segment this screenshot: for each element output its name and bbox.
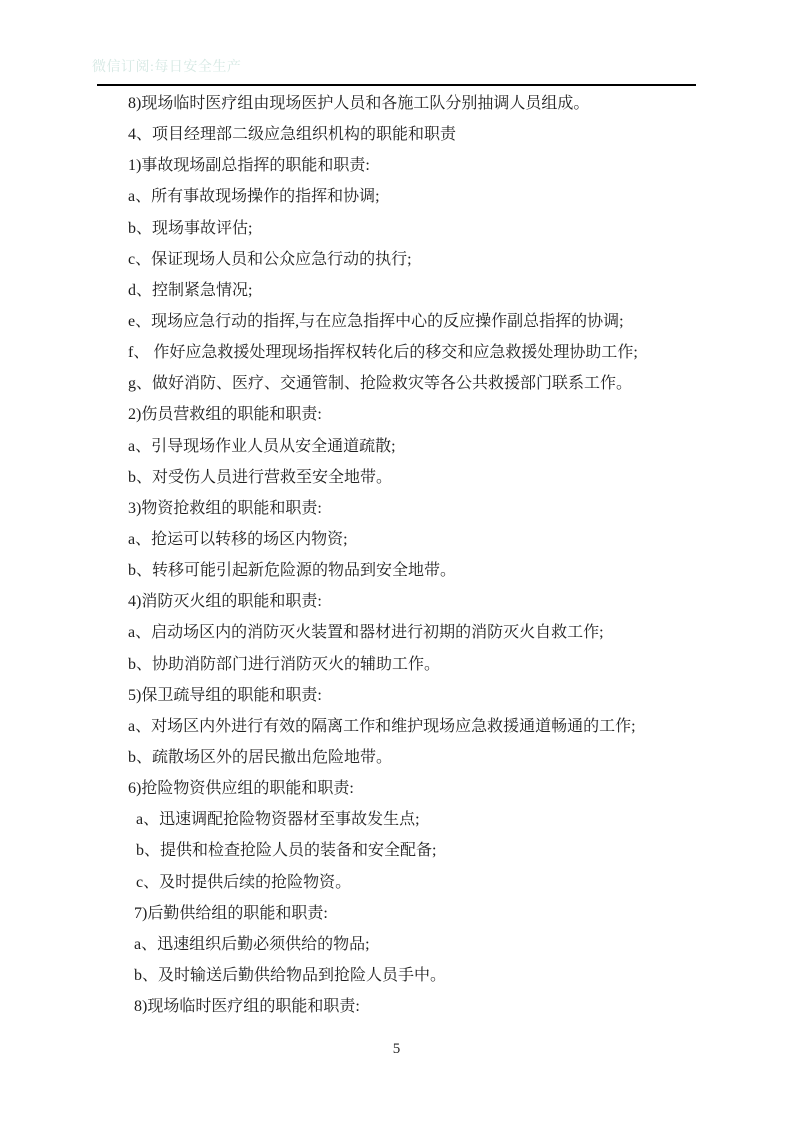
document-lines: [96, 88, 706, 1022]
text-line: 2)伤员营救组的职能和职责:: [128, 406, 322, 424]
text-line: 7)后勤供给组的职能和职责:: [134, 904, 328, 922]
text-line: 6)抢险物资供应组的职能和职责:: [128, 780, 354, 798]
text-line: a、启动场区内的消防灭火装置和器材进行初期的消防灭火自救工作;: [128, 624, 604, 642]
text-line: a、抢运可以转移的场区内物资;: [128, 530, 348, 548]
text-line: f、 作好应急救援处理现场指挥权转化后的移交和应急救援处理协助工作;: [128, 344, 638, 362]
text-line: a、迅速组织后勤必须供给的物品;: [134, 935, 370, 953]
text-line: a、引导现场作业人员从安全通道疏散;: [128, 437, 396, 455]
text-line: 1)事故现场副总指挥的职能和职责:: [128, 157, 370, 175]
text-line: a、对场区内外进行有效的隔离工作和维护现场应急救援通道畅通的工作;: [128, 717, 636, 735]
header-divider-line: [97, 84, 696, 86]
text-line: 4、项目经理部二级应急组织机构的职能和职责: [128, 126, 457, 144]
page-footer: [0, 1040, 793, 1058]
text-line: g、做好消防、医疗、交通管制、抢险救灾等各公共救援部门联系工作。: [128, 375, 633, 393]
text-line: b、转移可能引起新危险源的物品到安全地带。: [128, 562, 457, 580]
text-line: b、提供和检查抢险人员的装备和安全配备;: [136, 842, 437, 860]
text-line: 4)消防灭火组的职能和职责:: [128, 593, 322, 611]
text-line: b、对受伤人员进行营救至安全地带。: [128, 468, 393, 486]
text-line: 3)物资抢救组的职能和职责:: [128, 499, 322, 517]
text-line: 8)现场临时医疗组的职能和职责:: [134, 998, 360, 1016]
page-number: 5: [392, 1041, 401, 1057]
text-line: e、现场应急行动的指挥,与在应急指挥中心的反应操作副总指挥的协调;: [128, 312, 624, 330]
text-line: a、所有事故现场操作的指挥和协调;: [128, 188, 380, 206]
text-line: 8)现场临时医疗组由现场医护人员和各施工队分别抽调人员组成。: [128, 95, 590, 112]
text-line: d、控制紧急情况;: [128, 281, 253, 299]
text-line: b、协助消防部门进行消防灭火的辅助工作。: [128, 655, 441, 673]
text-line: b、现场事故评估;: [128, 219, 253, 237]
text-line: a、迅速调配抢险物资器材至事故发生点;: [136, 811, 420, 829]
text-line: 5)保卫疏导组的职能和职责:: [128, 686, 322, 704]
text-line: b、及时输送后勤供给物品到抢险人员手中。: [134, 966, 447, 984]
text-line: c、及时提供后续的抢险物资。: [136, 873, 352, 891]
text-line: b、疏散场区外的居民撤出危险地带。: [128, 748, 393, 766]
header-watermark-text: 微信订阅:每日安全生产: [92, 60, 242, 75]
text-line: c、保证现场人员和公众应急行动的执行;: [128, 250, 412, 268]
